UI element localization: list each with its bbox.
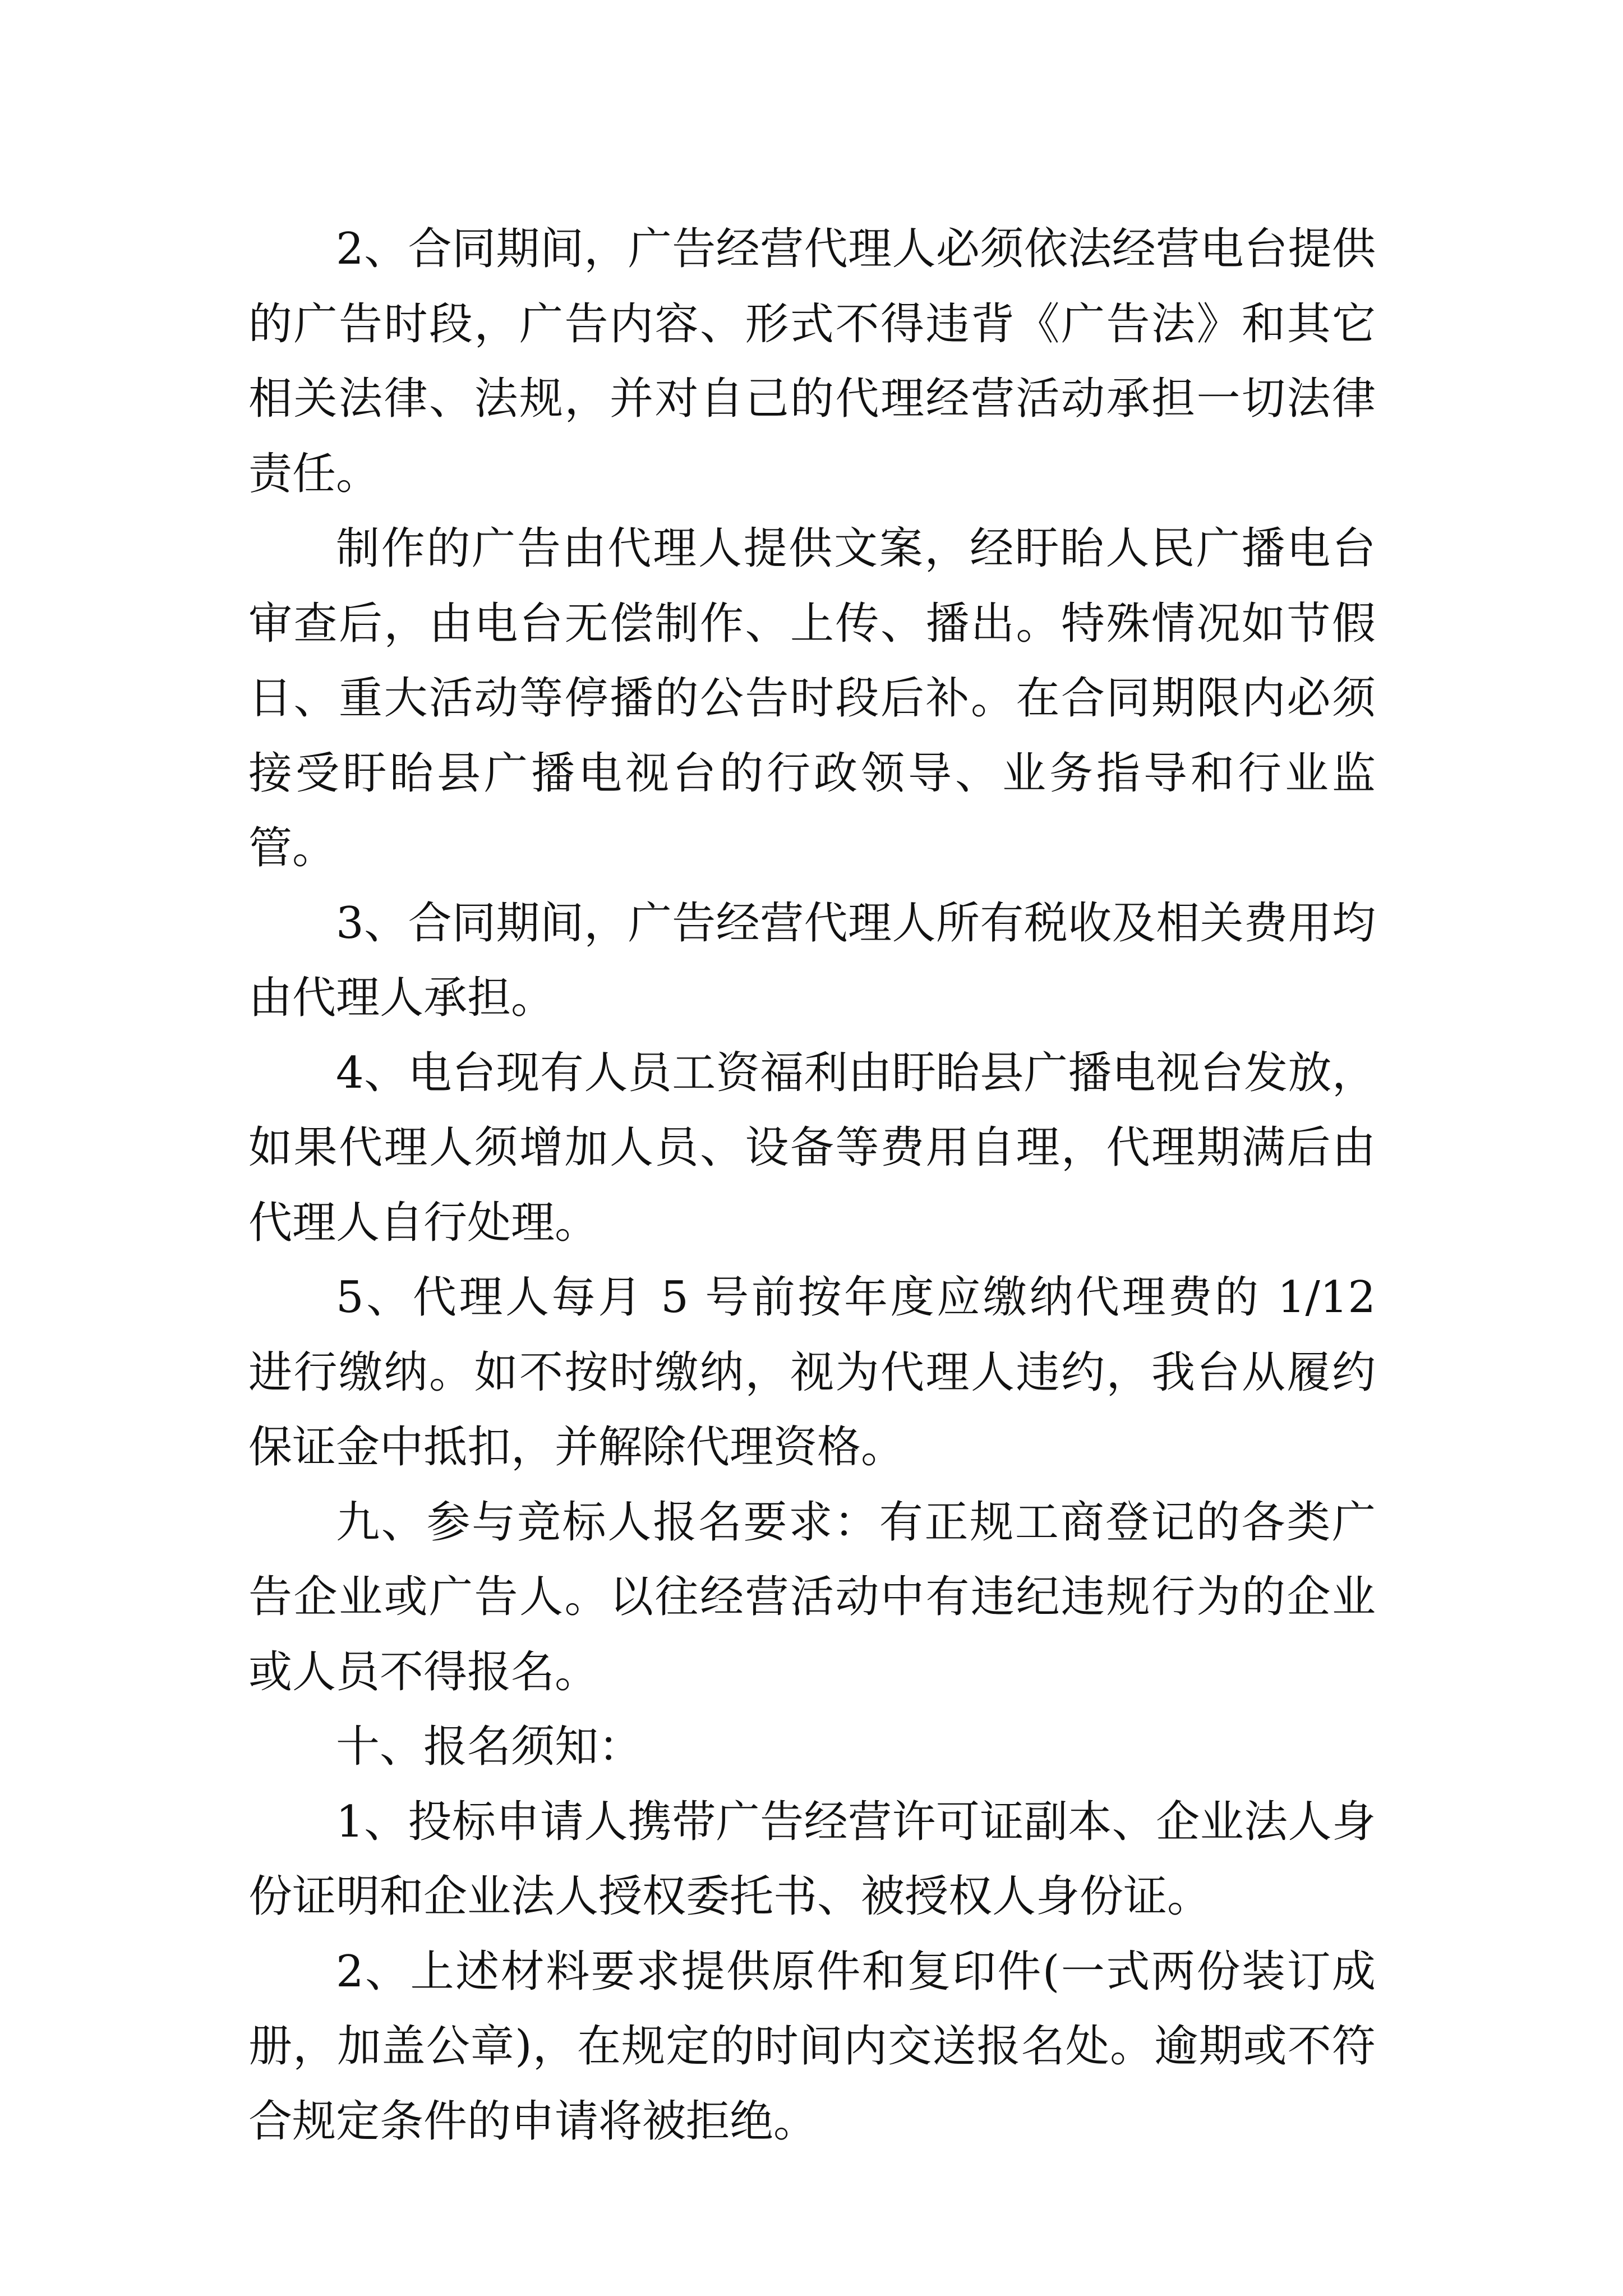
paragraph-registration-item-2: 2、上述材料要求提供原件和复印件(一式两份装订成册，加盖公章)，在规定的时间内交送报名处。逾期或不符合规定条件的申请将被拒绝。 xyxy=(248,1946,1376,2147)
paragraph-section-10-heading: 十、报名须知： xyxy=(336,1722,643,1772)
paragraph-contract-clause-3: 3、合同期间，广告经营代理人所有税收及相关费用均由代理人承担。 xyxy=(248,898,1376,1023)
paragraph-ad-production: 制作的广告由代理人提供文案，经盱眙人民广播电台审查后，由电台无偿制作、上传、播出。特殊情况如节假日、重大活动等停播的公告时段后补。在合同期限内必须接受盱眙县广播电视台的行政领导、业务指导和行业监管。 xyxy=(248,523,1376,873)
paragraph-section-9-requirements: 九、参与竞标人报名要求：有正规工商登记的各类广告企业或广告人。以往经营活动中有违纪违规行为的企业或人员不得报名。 xyxy=(248,1497,1376,1697)
paragraph-contract-clause-2: 2、合同期间，广告经营代理人必须依法经营电台提供的广告时段，广告内容、形式不得违背《广告法》和其它相关法律、法规，并对自己的代理经营活动承担一切法律责任。 xyxy=(248,224,1376,499)
document-page xyxy=(248,212,1390,2159)
paragraph-contract-clause-4: 4、电台现有人员工资福利由盱眙县广播电视台发放，如果代理人须增加人员、设备等费用自理，代理期满后由代理人自行处理。 xyxy=(248,1047,1376,1248)
paragraph-registration-item-1: 1、投标申请人携带广告经营许可证副本、企业法人身份证明和企业法人授权委托书、被授权人身份证。 xyxy=(248,1796,1376,1922)
paragraph-contract-clause-5: 5、代理人每月 5 号前按年度应缴纳代理费的 1/12 进行缴纳。如不按时缴纳，视为代理人违约，我台从履约保证金中抵扣，并解除代理资格。 xyxy=(248,1272,1390,1473)
